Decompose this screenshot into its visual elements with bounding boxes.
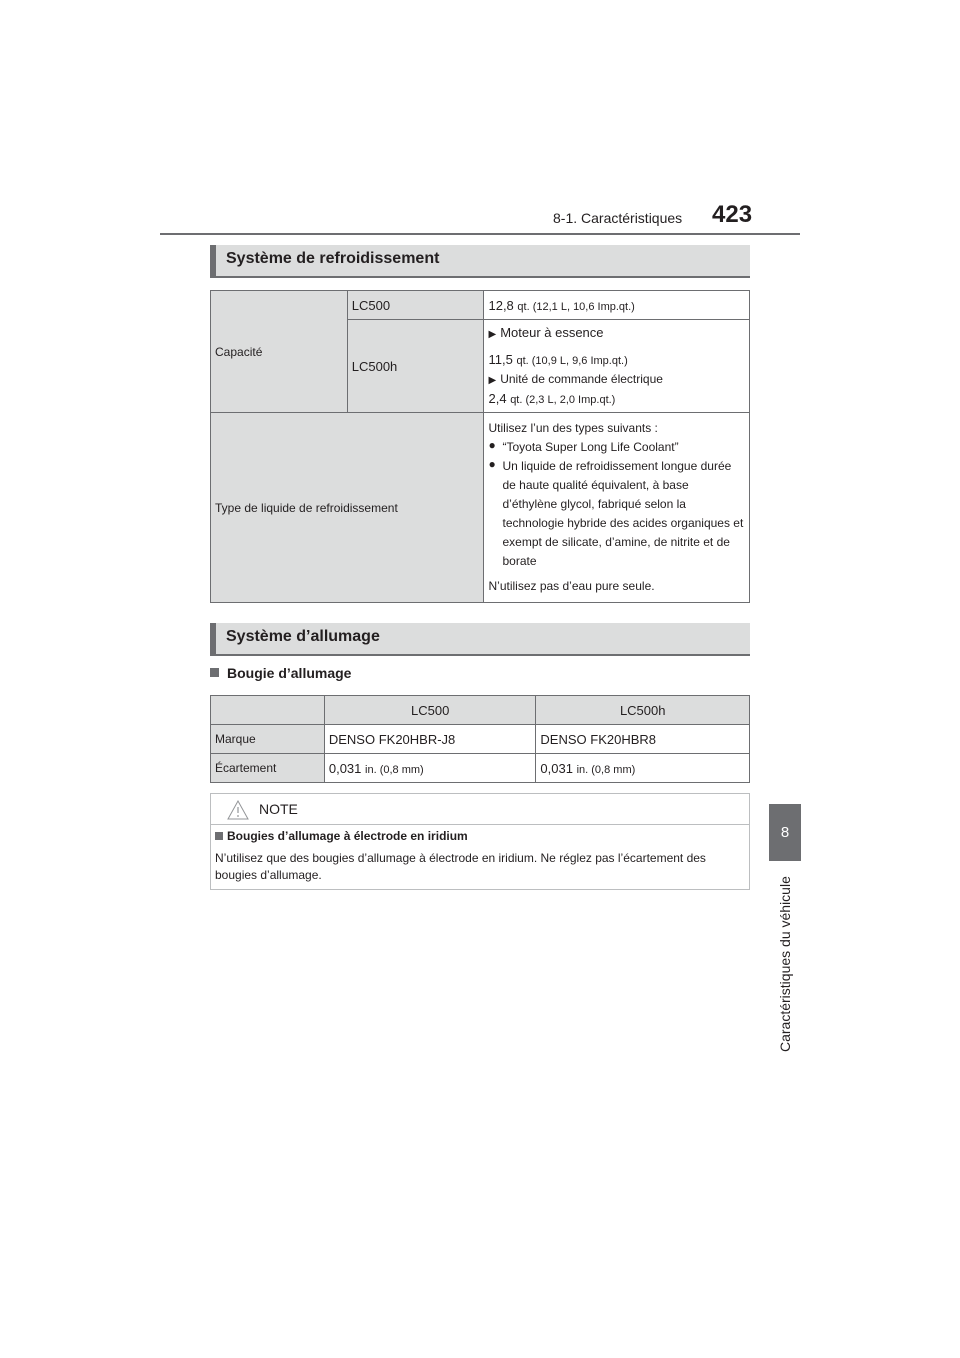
brand-lc500h: DENSO FK20HBR8 <box>536 725 750 754</box>
bullet-icon: ● <box>488 457 496 471</box>
ignition-section-header <box>210 623 750 656</box>
spark-plug-title: Bougie d’allumage <box>227 665 352 681</box>
electric-units: qt. (2,3 L, 2,0 Imp.qt.) <box>510 393 616 406</box>
cooling-table <box>210 290 750 603</box>
section-title: 8-1. Caractéristiques <box>553 210 683 226</box>
page-number: 423 <box>712 201 753 228</box>
note-box <box>210 793 750 890</box>
triangle-right-icon: ▶ <box>488 328 497 340</box>
coolant-type-cell <box>484 413 750 603</box>
engine-units: qt. (10,9 L, 9,6 Imp.qt.) <box>516 354 628 367</box>
coolant-warning: N’utilisez pas d’eau pure seule. <box>488 579 655 593</box>
gap-lc500 <box>324 754 536 783</box>
triangle-right-icon: ▶ <box>488 374 497 386</box>
table-corner <box>211 696 325 725</box>
header-rule <box>160 233 800 235</box>
col-lc500: LC500 <box>324 696 536 725</box>
cooling-section-header <box>210 245 750 278</box>
gap-lc500-units: in. (0,8 mm) <box>365 763 424 776</box>
spark-plug-heading <box>210 665 351 681</box>
lc500-capacity-units: qt. (12,1 L, 10,6 Imp.qt.) <box>517 300 635 313</box>
note-body: N’utilisez que des bougies d’allumage à électrode en iridium. Ne réglez pas l’écartement des bougies d’allumage. <box>215 851 706 882</box>
capacity-label: Capacité <box>211 291 348 413</box>
chapter-number: 8 <box>780 824 790 841</box>
gap-lc500h-units: in. (0,8 mm) <box>576 763 636 776</box>
note-label: NOTE <box>259 801 298 817</box>
lc500h-label: LC500h <box>347 320 484 413</box>
bullet-icon: ● <box>488 438 496 452</box>
engine-label: Moteur à essence <box>500 324 604 340</box>
list-item: ● Un liquide de refroidissement longue durée de haute qualité équivalent, à base d’éthylène glycol, fabriqué selon la technologie hybride des acides organiques et exempt de silicate, d’amine, de nitrite et de borate <box>488 457 745 571</box>
note-header <box>211 794 749 825</box>
ignition-section-title: Système d’allumage <box>226 628 380 645</box>
coolant-type-label: Type de liquide de refroidissement <box>211 413 484 603</box>
list-item: ● “Toyota Super Long Life Coolant” <box>488 438 745 457</box>
lc500-capacity <box>484 291 750 320</box>
brand-lc500: DENSO FK20HBR-J8 <box>324 725 536 754</box>
chapter-tab <box>769 804 801 861</box>
spark-plug-table <box>210 695 750 783</box>
gap-lc500h-value: 0,031 <box>540 760 573 776</box>
gap-lc500h <box>536 754 750 783</box>
coolant-intro: Utilisez l’un des types suivants : <box>488 421 658 435</box>
col-lc500h: LC500h <box>536 696 750 725</box>
gap-lc500-value: 0,031 <box>328 760 362 776</box>
note-subtitle: Bougies d’allumage à électrode en iridium <box>215 829 468 843</box>
lc500-capacity-value: 12,8 <box>488 297 514 313</box>
gap-label: Écartement <box>211 754 325 783</box>
square-bullet-icon <box>215 832 223 840</box>
lc500h-capacity <box>484 320 750 413</box>
cooling-section-title: Système de refroidissement <box>226 250 440 267</box>
brand-label: Marque <box>211 725 325 754</box>
warning-icon <box>227 800 249 820</box>
chapter-side-title <box>769 862 801 1062</box>
engine-value: 11,5 <box>488 351 513 367</box>
square-bullet-icon <box>210 668 219 677</box>
electric-value: 2,4 <box>488 390 507 406</box>
lc500-label: LC500 <box>347 291 484 320</box>
chapter-title: Caractéristiques du véhicule <box>777 876 793 1052</box>
electric-label: Unité de commande électrique <box>500 371 663 386</box>
